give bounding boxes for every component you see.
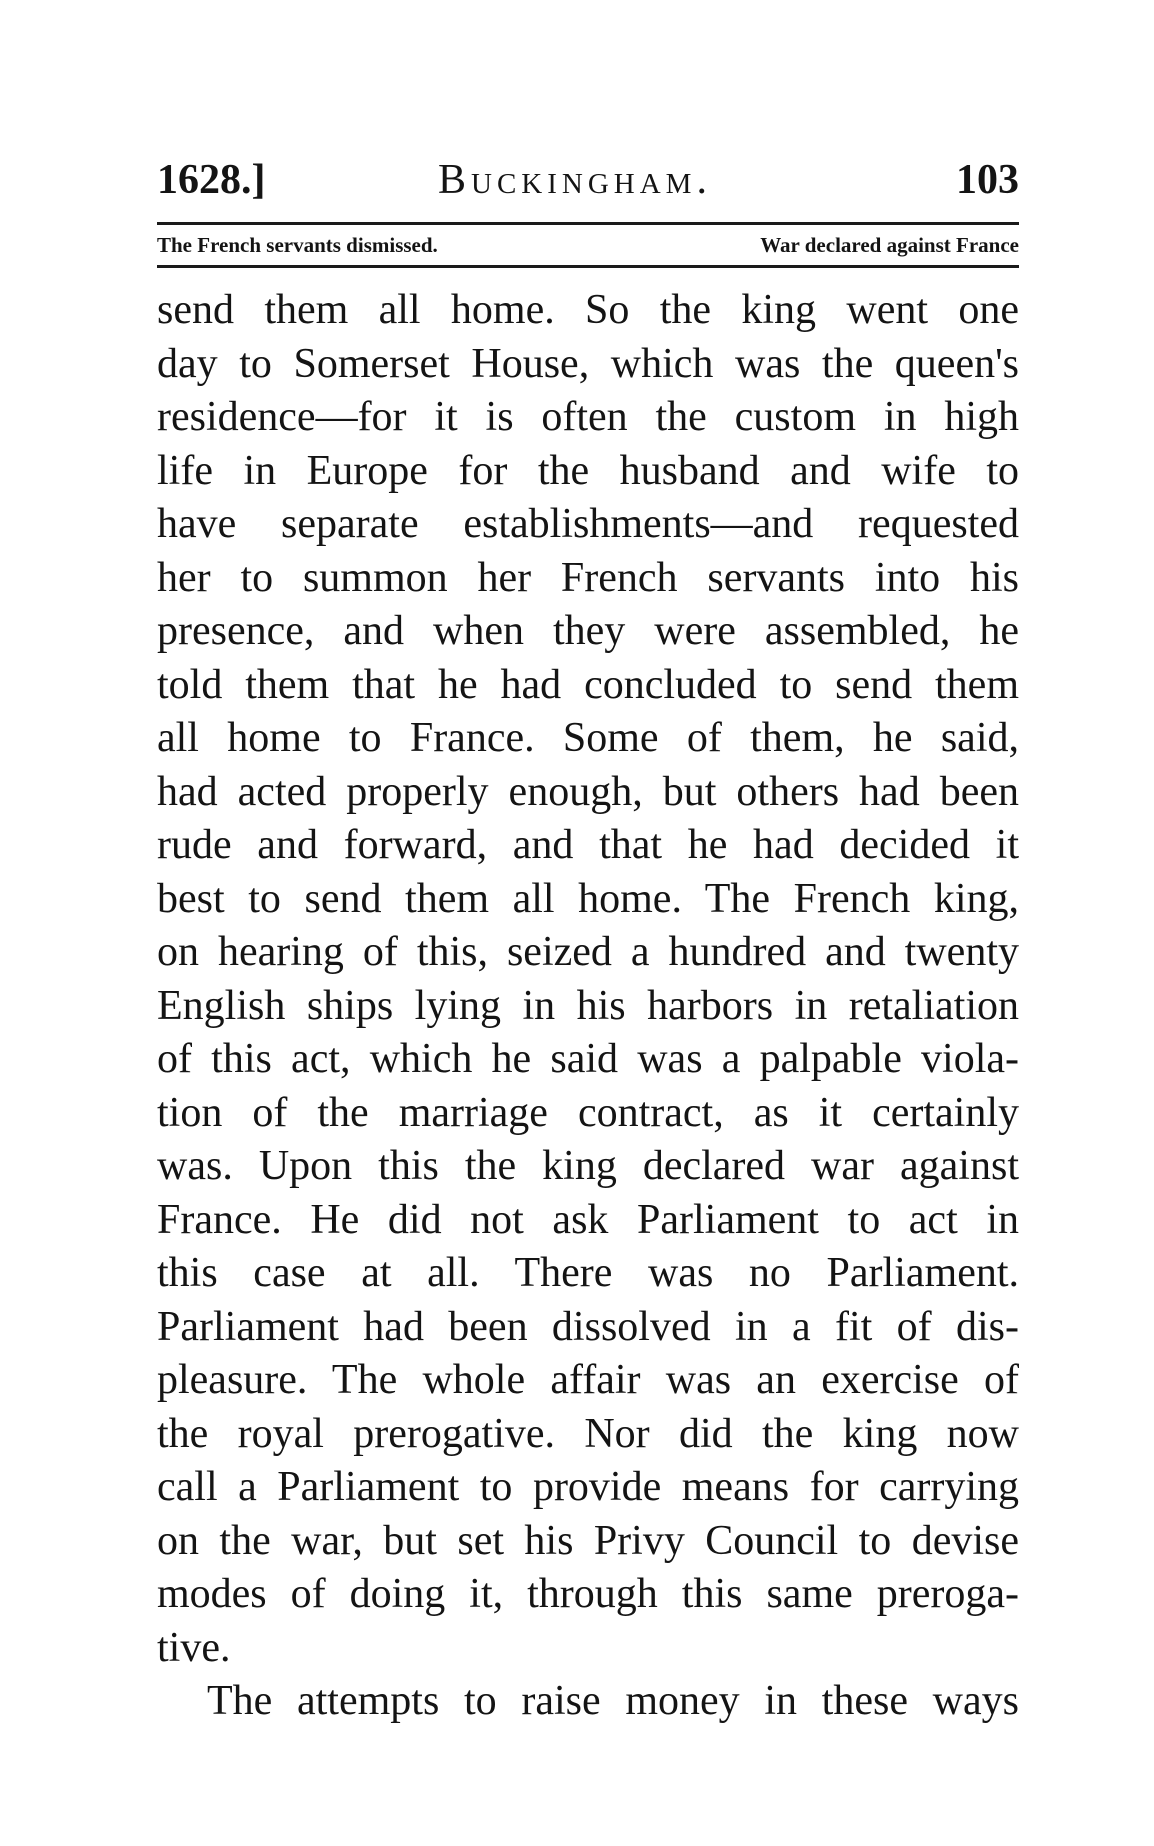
text-line: on hearing of this, seized a hundred and twenty [157,929,1019,975]
text-line: tion of the marriage contract, as it certainly [157,1089,1019,1136]
book-page [157,140,1019,1729]
text-line: all home to France. Some of them, he said, [157,715,1019,761]
text-line: call a Parliament to provide means for carrying [157,1464,1019,1510]
text-line: France. He did not ask Parliament to act in [157,1196,1019,1243]
side-note-right: War declared against France [760,233,1019,257]
header-year: 1628.] [157,157,266,203]
text-line: rude and forward, and that he had decided it [157,822,1019,868]
side-notes [157,225,1019,265]
text-line: residence—for it is often the custom in high [157,394,1019,440]
text-line: was. Upon this the king declared war against [157,1143,1019,1189]
text-line: presence, and when they were assembled, he [157,608,1019,654]
paragraph-2 [157,1675,1019,1729]
text-line: day to Somerset House, which was the queen's [157,340,1019,387]
text-line: pleasure. The whole affair was an exercise of [157,1357,1019,1403]
header-title: Buckingham. [438,157,712,203]
text-line: life in Europe for the husband and wife to [157,447,1019,494]
text-line: her to summon her French servants into his [157,554,1019,601]
page-number: 103 [956,157,1019,203]
body-text [157,284,1019,1729]
text-line: send them all home. So the king went one [157,287,1019,333]
side-notes-rule [157,265,1019,268]
text-line: on the war, but set his Privy Council to devise [157,1517,1019,1564]
text-line: told them that he had concluded to send them [157,661,1019,708]
text-line: The attempts to raise money in these ways [207,1678,1019,1724]
running-head [157,140,1019,206]
text-line: this case at all. There was no Parliament. [157,1250,1019,1296]
side-note-left: The French servants dismissed. [157,233,438,257]
text-line: had acted properly enough, but others had been [157,768,1019,815]
paragraph-1 [157,284,1019,1675]
text-line: of this act, which he said was a palpable viola- [157,1036,1019,1082]
text-line: modes of doing it, through this same preroga- [157,1571,1019,1617]
text-line: best to send them all home. The French king, [157,875,1019,922]
text-line: Parliament had been dissolved in a fit of dis- [157,1303,1019,1350]
text-line: tive. [157,1624,231,1671]
text-line: English ships lying in his harbors in retaliation [157,982,1019,1029]
text-line: the royal prerogative. Nor did the king now [157,1410,1019,1457]
text-line: have separate establishments—and requested [157,501,1019,547]
